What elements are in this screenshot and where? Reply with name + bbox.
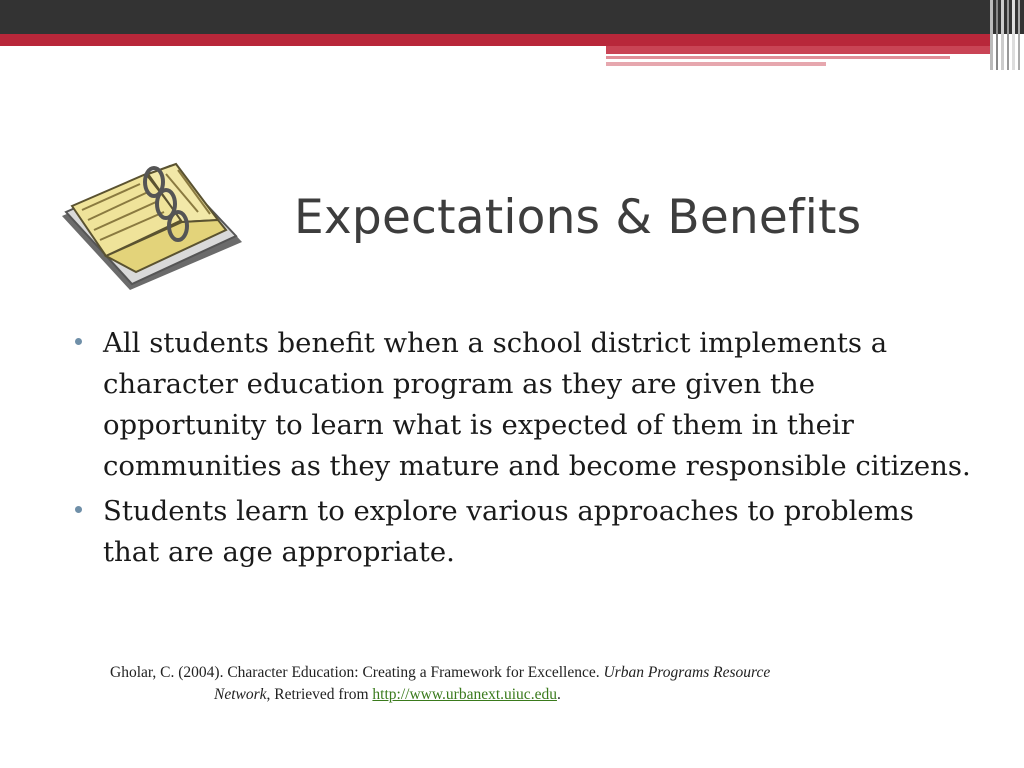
citation-end: .	[556, 686, 561, 703]
open-planner-book-icon	[58, 160, 242, 290]
top-pink-stripe-short	[606, 62, 826, 66]
right-corner-stripes	[990, 0, 1024, 70]
bullet-text: Students learn to explore various approaches to problems that are age appropriate.	[103, 495, 914, 568]
bullet-dot-icon	[75, 338, 82, 345]
bullet-list	[75, 323, 975, 577]
list-item	[75, 491, 975, 573]
citation-journal-cont: Network	[214, 686, 267, 703]
bullet-dot-icon	[75, 506, 82, 513]
citation-retrieved: , Retrieved from	[266, 686, 373, 703]
citation	[110, 662, 970, 706]
top-red-stripe-short	[606, 46, 990, 54]
top-red-stripe	[0, 34, 990, 46]
citation-link[interactable]: http://www.urbanext.uiuc.edu	[372, 686, 557, 703]
citation-text: Gholar, C. (2004). Character Education: Creating a Framework for Excellence.	[110, 664, 604, 681]
bullet-text: All students benefit when a school district implements a character education program as they are given the opportunity to learn what is expected of them in their communities as they mature and become responsible citizens.	[103, 327, 971, 482]
list-item	[75, 323, 975, 487]
citation-journal: Urban Programs Resource	[603, 664, 771, 681]
top-dark-bar	[0, 0, 1024, 34]
slide-title: Expectations & Benefits	[294, 190, 862, 245]
top-pink-stripe	[606, 56, 950, 59]
